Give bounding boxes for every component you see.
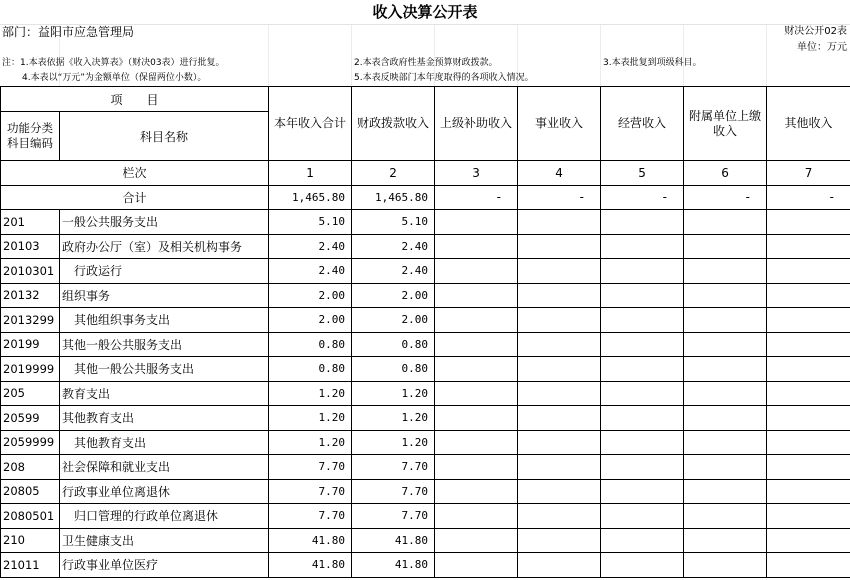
empty-cell[interactable] [767,553,850,578]
fiscal-cell[interactable]: 7.70 [352,455,435,480]
total-value[interactable]: - [435,185,518,210]
table-row [1,553,850,578]
name-cell[interactable]: 行政运行 [60,259,269,284]
col-header[interactable]: 其他收入 [767,87,850,161]
empty-cell[interactable] [601,332,684,357]
empty-cell[interactable] [518,332,601,357]
total-cell[interactable]: 0.80 [269,332,352,357]
name-cell[interactable]: 其他教育支出 [60,430,269,455]
lanci-num[interactable]: 6 [684,161,767,186]
empty-cell[interactable] [518,553,601,578]
code-cell[interactable]: 201 [1,210,60,235]
fiscal-cell[interactable]: 7.70 [352,504,435,529]
col-header[interactable]: 本年收入合计 [269,87,352,161]
empty-cell[interactable] [684,283,767,308]
name-cell[interactable]: 其他组织事务支出 [60,308,269,333]
empty-cell[interactable] [684,430,767,455]
empty-cell[interactable] [518,283,601,308]
fiscal-cell[interactable]: 1.20 [352,381,435,406]
total-cell[interactable]: 7.70 [269,504,352,529]
empty-cell[interactable] [435,528,518,553]
table-row [1,479,850,504]
empty-cell[interactable] [435,504,518,529]
code-cell[interactable]: 21011 [1,553,60,578]
name-cell[interactable]: 一般公共服务支出 [60,210,269,235]
code-cell[interactable]: 20805 [1,479,60,504]
empty-cell[interactable] [684,455,767,480]
empty-cell[interactable] [601,234,684,259]
empty-cell[interactable] [767,381,850,406]
total-cell[interactable]: 1.20 [269,430,352,455]
name-cell[interactable]: 行政事业单位离退休 [60,479,269,504]
empty-cell[interactable] [767,479,850,504]
fiscal-cell[interactable]: 2.00 [352,283,435,308]
empty-cell[interactable] [435,259,518,284]
empty-cell[interactable] [601,259,684,284]
empty-cell[interactable] [767,528,850,553]
name-cell[interactable]: 其他一般公共服务支出 [60,332,269,357]
name-header[interactable]: 科目名称 [60,112,269,161]
total-cell[interactable]: 1.20 [269,406,352,431]
total-cell[interactable]: 41.80 [269,553,352,578]
empty-cell[interactable] [435,332,518,357]
fiscal-cell[interactable]: 0.80 [352,332,435,357]
total-cell[interactable]: 2.00 [269,283,352,308]
table-row [1,406,850,431]
table-row [1,528,850,553]
empty-cell[interactable] [435,479,518,504]
fiscal-cell[interactable]: 41.80 [352,553,435,578]
lanci-num[interactable]: 7 [767,161,850,186]
total-cell[interactable]: 0.80 [269,357,352,382]
empty-cell[interactable] [518,528,601,553]
empty-cell[interactable] [684,210,767,235]
fiscal-cell[interactable]: 1.20 [352,406,435,431]
empty-cell[interactable] [601,283,684,308]
total-value[interactable]: - [684,185,767,210]
empty-cell[interactable] [684,406,767,431]
empty-cell[interactable] [684,553,767,578]
total-value[interactable]: 1,465.80 [352,185,435,210]
report-title: 收入决算公开表 [0,0,850,25]
empty-cell[interactable] [601,381,684,406]
department-label: 部门：益阳市应急管理局 [2,25,135,39]
total-cell[interactable]: 5.10 [269,210,352,235]
name-cell[interactable]: 政府办公厅（室）及相关机构事务 [60,234,269,259]
code-cell[interactable]: 2010301 [1,259,60,284]
col-header[interactable]: 财政拨款收入 [352,87,435,161]
empty-cell[interactable] [435,283,518,308]
total-cell[interactable]: 7.70 [269,479,352,504]
table-row [1,283,850,308]
name-cell[interactable]: 卫生健康支出 [60,528,269,553]
empty-cell[interactable] [767,308,850,333]
empty-cell[interactable] [601,308,684,333]
item-header[interactable]: 项 目 [1,87,269,112]
col-header[interactable]: 附属单位上缴收入 [684,87,767,161]
empty-cell[interactable] [767,455,850,480]
empty-cell[interactable] [435,234,518,259]
income-table [0,86,850,578]
header-row-1 [1,87,850,112]
empty-cell[interactable] [518,308,601,333]
table-row [1,308,850,333]
fiscal-cell[interactable]: 2.40 [352,259,435,284]
empty-cell[interactable] [518,406,601,431]
table-row [1,210,850,235]
empty-cell[interactable] [518,455,601,480]
empty-cell[interactable] [435,381,518,406]
empty-cell[interactable] [435,455,518,480]
empty-cell[interactable] [767,283,850,308]
table-row [1,259,850,284]
note-2: 2.本表含政府性基金预算财政拨款。 [354,58,498,68]
note-1: 注：1.本表依据《收入决算表》（财决03表）进行批复。 [2,58,225,68]
table-row [1,234,850,259]
total-value[interactable]: 1,465.80 [269,185,352,210]
empty-cell[interactable] [435,406,518,431]
table-row [1,332,850,357]
empty-cell[interactable] [601,406,684,431]
unit-row [0,40,850,56]
empty-cell[interactable] [684,381,767,406]
form-code: 财决公开02表 [784,26,847,37]
code-cell[interactable]: 2019999 [1,357,60,382]
code-cell[interactable]: 20199 [1,332,60,357]
table-row [1,430,850,455]
empty-cell[interactable] [684,332,767,357]
notes-row-1 [0,56,850,71]
empty-cell[interactable] [601,528,684,553]
empty-cell[interactable] [601,210,684,235]
table-body [1,87,850,578]
empty-cell[interactable] [518,357,601,382]
name-cell[interactable]: 组织事务 [60,283,269,308]
empty-cell[interactable] [435,357,518,382]
total-cell[interactable]: 2.40 [269,234,352,259]
col-header[interactable]: 经营收入 [601,87,684,161]
empty-cell[interactable] [518,504,601,529]
empty-cell[interactable] [767,210,850,235]
total-label[interactable]: 合计 [1,185,269,210]
empty-cell[interactable] [767,332,850,357]
empty-cell[interactable] [601,553,684,578]
empty-cell[interactable] [767,259,850,284]
total-cell[interactable]: 7.70 [269,455,352,480]
empty-cell[interactable] [767,406,850,431]
name-cell[interactable]: 其他教育支出 [60,406,269,431]
code-cell[interactable]: 20103 [1,234,60,259]
empty-cell[interactable] [601,455,684,480]
empty-cell[interactable] [684,504,767,529]
name-cell[interactable]: 教育支出 [60,381,269,406]
name-cell[interactable]: 归口管理的行政单位离退休 [60,504,269,529]
empty-cell[interactable] [518,479,601,504]
empty-cell[interactable] [518,381,601,406]
empty-cell[interactable] [601,504,684,529]
fiscal-cell[interactable]: 2.00 [352,308,435,333]
empty-cell[interactable] [767,357,850,382]
total-value[interactable]: - [518,185,601,210]
empty-cell[interactable] [435,210,518,235]
empty-cell[interactable] [767,234,850,259]
fiscal-cell[interactable]: 0.80 [352,357,435,382]
empty-cell[interactable] [518,210,601,235]
empty-cell[interactable] [518,234,601,259]
code-cell[interactable]: 208 [1,455,60,480]
total-value[interactable]: - [601,185,684,210]
code-cell[interactable]: 2059999 [1,430,60,455]
empty-cell[interactable] [601,357,684,382]
code-header[interactable]: 功能分类科目编码 [1,112,60,161]
empty-cell[interactable] [684,234,767,259]
empty-cell[interactable] [601,430,684,455]
fiscal-cell[interactable]: 2.40 [352,234,435,259]
name-cell[interactable]: 行政事业单位医疗 [60,553,269,578]
fiscal-cell[interactable]: 1.20 [352,430,435,455]
code-cell[interactable]: 205 [1,381,60,406]
total-value[interactable]: - [767,185,850,210]
empty-cell[interactable] [767,430,850,455]
table-row [1,455,850,480]
note-4: 4.本表以“万元”为金额单位（保留两位小数）。 [22,73,207,83]
name-cell[interactable]: 其他一般公共服务支出 [60,357,269,382]
lanci-num[interactable]: 4 [518,161,601,186]
lanci-num[interactable]: 2 [352,161,435,186]
empty-cell[interactable] [767,504,850,529]
empty-cell[interactable] [684,528,767,553]
table-row [1,381,850,406]
lanci-label[interactable]: 栏次 [1,161,269,186]
empty-cell[interactable] [684,479,767,504]
col-header[interactable]: 上级补助收入 [435,87,518,161]
col-header[interactable]: 事业收入 [518,87,601,161]
notes-row-2 [0,71,850,86]
table-row [1,357,850,382]
fiscal-cell[interactable]: 41.80 [352,528,435,553]
code-cell[interactable]: 20599 [1,406,60,431]
code-cell[interactable]: 2013299 [1,308,60,333]
fiscal-cell[interactable]: 5.10 [352,210,435,235]
empty-cell[interactable] [435,553,518,578]
lanci-row [1,161,850,186]
lanci-num[interactable]: 1 [269,161,352,186]
lanci-num[interactable]: 3 [435,161,518,186]
empty-cell[interactable] [684,259,767,284]
total-cell[interactable]: 2.00 [269,308,352,333]
unit-label: 单位：万元 [797,42,847,53]
total-cell[interactable]: 1.20 [269,381,352,406]
name-cell[interactable]: 社会保障和就业支出 [60,455,269,480]
empty-cell[interactable] [518,259,601,284]
fiscal-cell[interactable]: 7.70 [352,479,435,504]
table-row [1,504,850,529]
total-cell[interactable]: 41.80 [269,528,352,553]
empty-cell[interactable] [684,308,767,333]
code-cell[interactable]: 20132 [1,283,60,308]
empty-cell[interactable] [435,308,518,333]
department-row [0,24,850,40]
code-cell[interactable]: 210 [1,528,60,553]
note-3: 3.本表批复到项级科目。 [603,58,702,68]
empty-cell[interactable] [435,430,518,455]
code-cell[interactable]: 2080501 [1,504,60,529]
total-row [1,185,850,210]
note-5: 5.本表反映部门本年度取得的各项收入情况。 [354,73,534,83]
empty-cell[interactable] [601,479,684,504]
empty-cell[interactable] [518,430,601,455]
empty-cell[interactable] [684,357,767,382]
lanci-num[interactable]: 5 [601,161,684,186]
total-cell[interactable]: 2.40 [269,259,352,284]
